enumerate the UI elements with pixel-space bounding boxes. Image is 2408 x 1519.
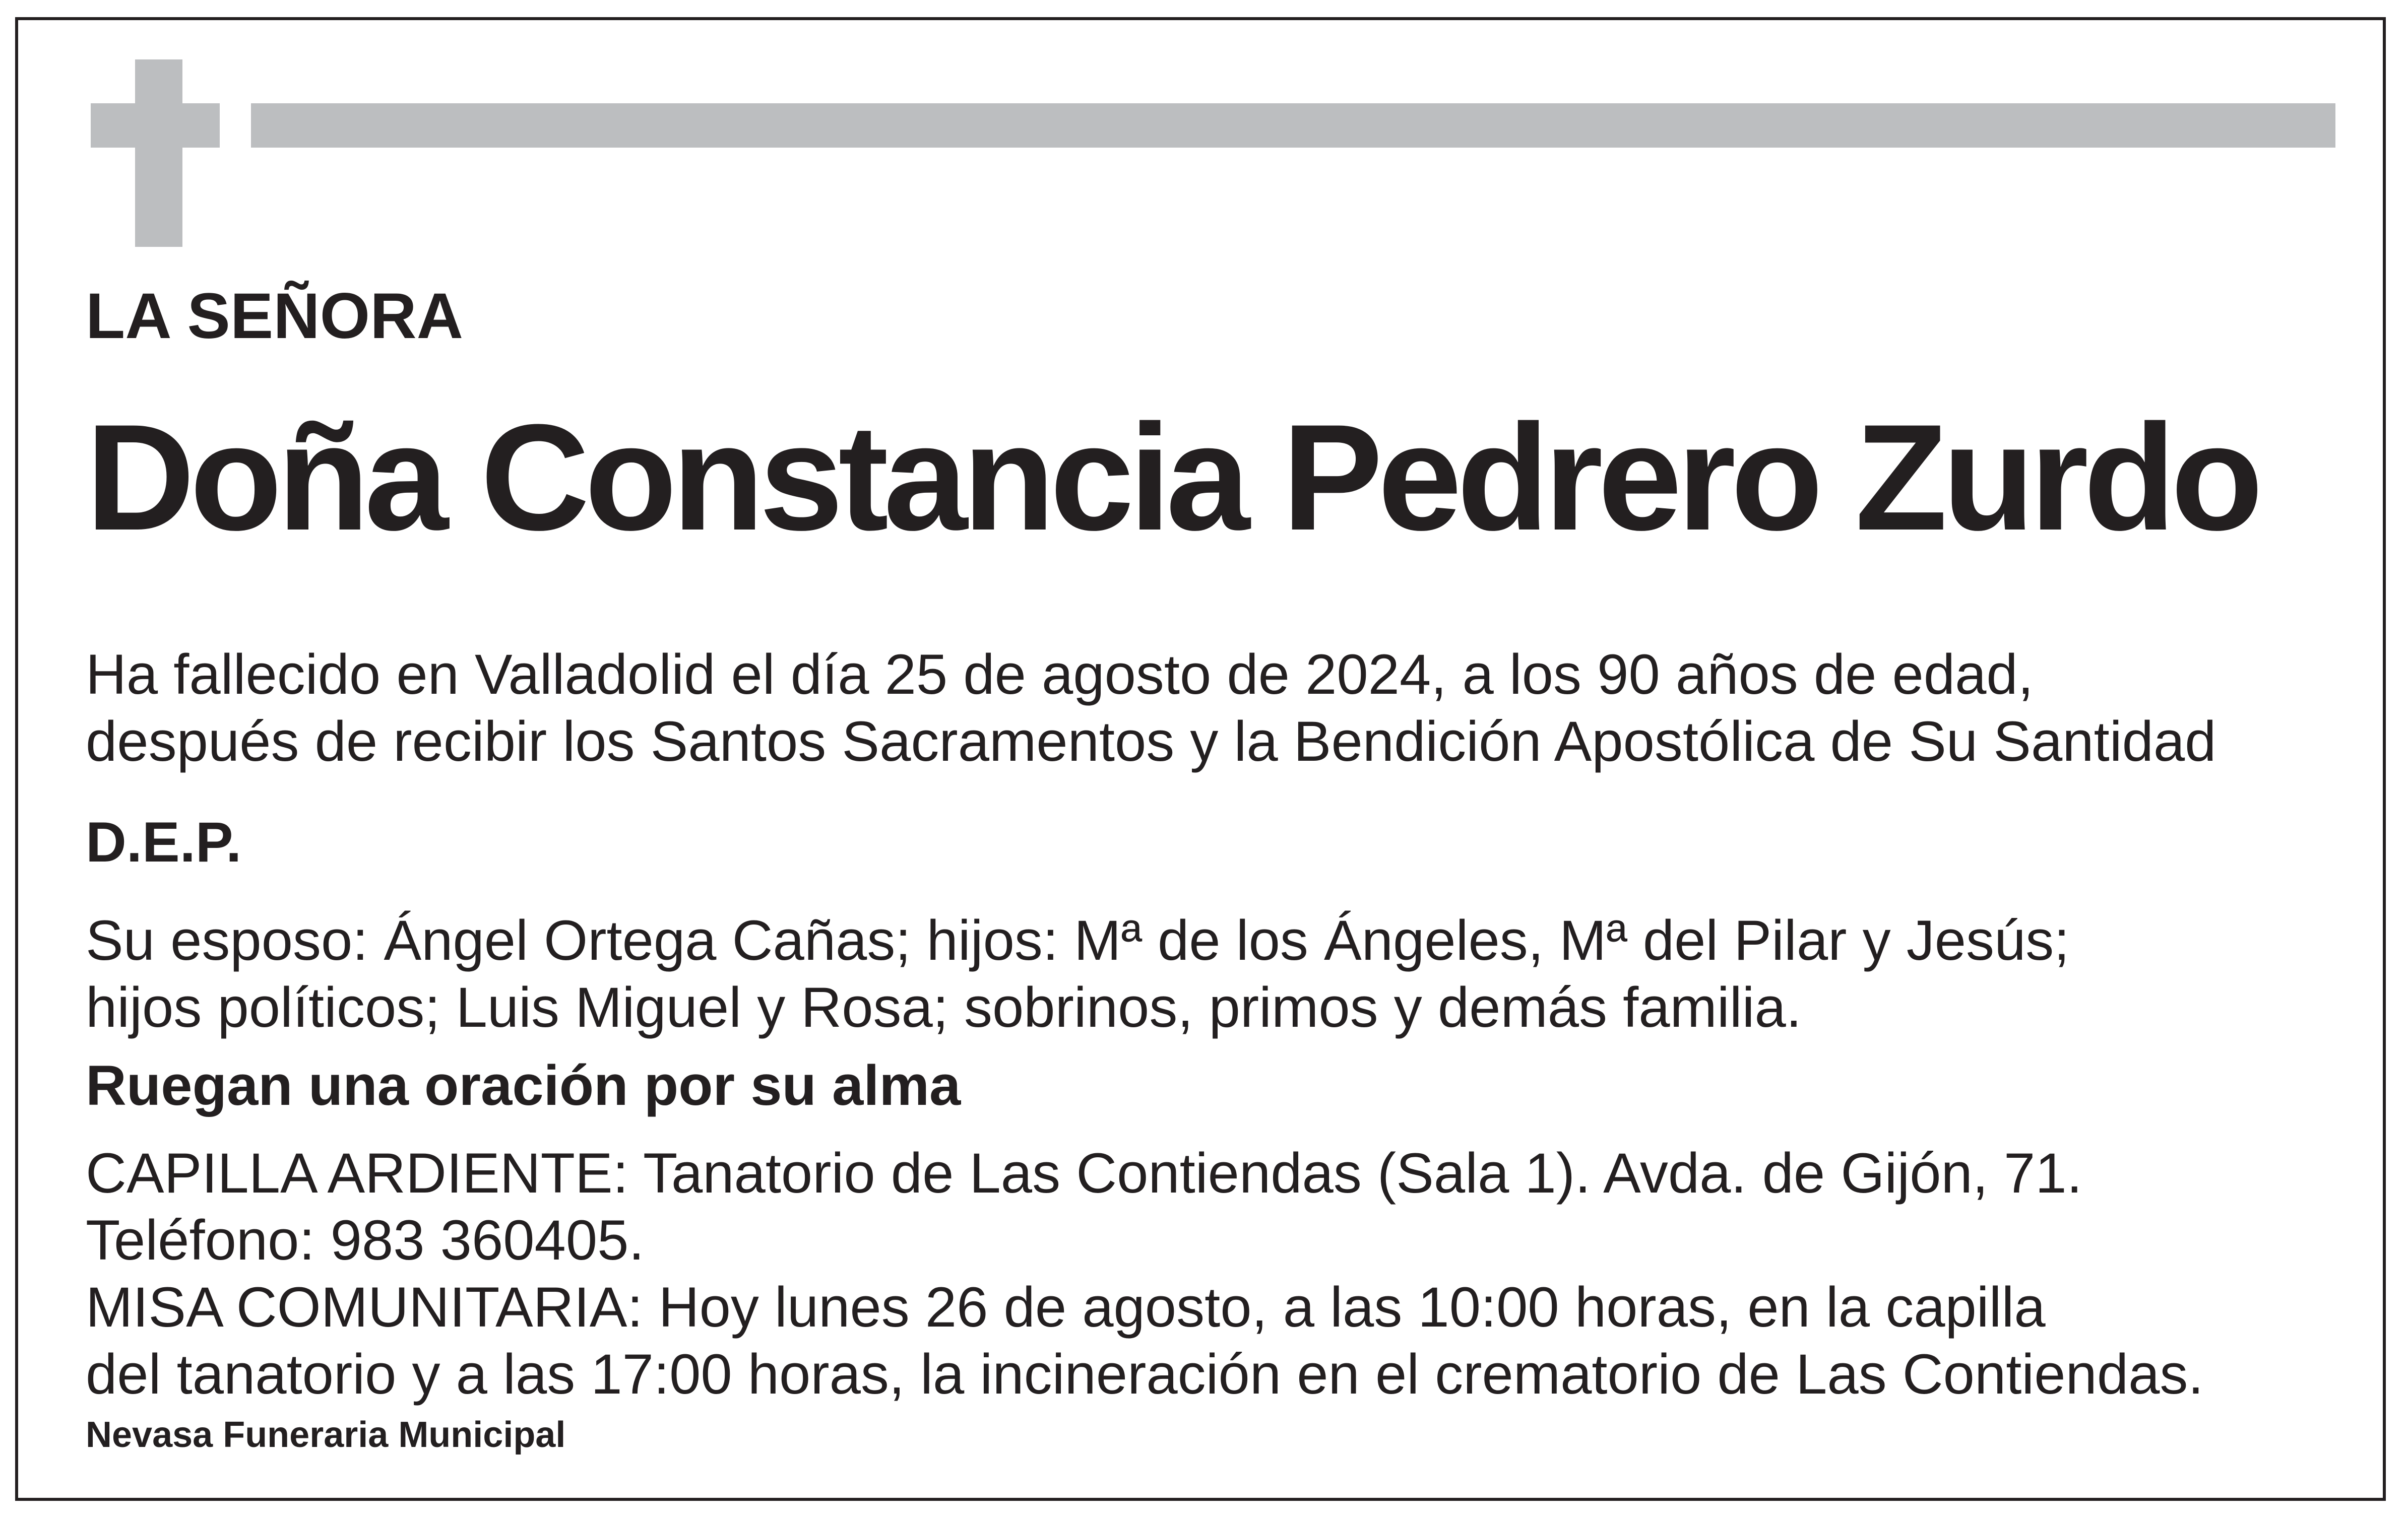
header-rule bbox=[251, 103, 2335, 148]
death-announcement bbox=[86, 641, 2216, 775]
deceased-name: Doña Constancia Pedrero Zurdo bbox=[86, 392, 2258, 562]
service-line-1: CAPILLA ARDIENTE: Tanatorio de Las Contiendas (Sala 1). Avda. de Gijón, 71. bbox=[86, 1142, 2082, 1205]
notice-heading: LA SEÑORA bbox=[86, 280, 464, 352]
family-list bbox=[86, 907, 2069, 1041]
family-line-1: Su esposo: Ángel Ortega Cañas; hijos: Mª de los Ángeles, Mª del Pilar y Jesús; bbox=[86, 909, 2070, 972]
cross-horizontal-bar bbox=[91, 103, 220, 148]
death-line-1: Ha fallecido en Valladolid el día 25 de agosto de 2024, a los 90 años de edad, bbox=[86, 643, 2034, 706]
funeral-home-name: Nevasa Funeraria Municipal bbox=[86, 1415, 566, 1455]
death-line-2: después de recibir los Santos Sacramentos y la Bendición Apostólica de Su Santidad bbox=[86, 710, 2216, 773]
dep-text: D.E.P. bbox=[86, 811, 242, 874]
service-line-2: Teléfono: 983 360405. bbox=[86, 1209, 645, 1272]
service-details bbox=[86, 1140, 2204, 1408]
cross-vertical-bar bbox=[135, 59, 182, 247]
service-line-3: MISA COMUNITARIA: Hoy lunes 26 de agosto, a las 10:00 horas, en la capilla bbox=[86, 1276, 2046, 1339]
prayer-request: Ruegan una oración por su alma bbox=[86, 1054, 961, 1117]
service-line-4: del tanatorio y a las 17:00 horas, la incineración en el crematorio de Las Contiendas. bbox=[86, 1343, 2204, 1406]
family-line-2: hijos políticos; Luis Miguel y Rosa; sobrinos, primos y demás familia. bbox=[86, 976, 1802, 1039]
